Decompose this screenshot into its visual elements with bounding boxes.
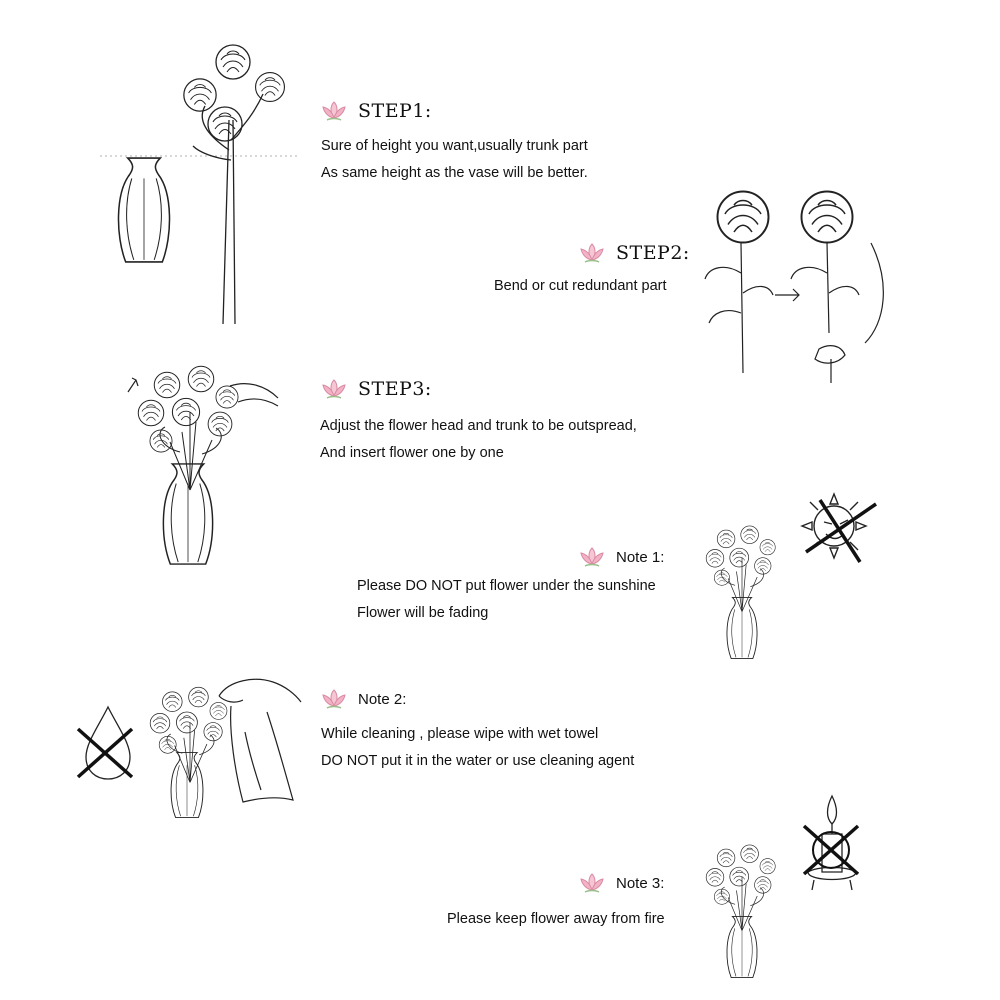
note2-illustration: [135, 672, 305, 822]
step1-heading: [320, 99, 432, 123]
note1-line-2: Flower will be fading: [357, 605, 489, 621]
note3-heading: [578, 871, 664, 895]
step3-title: STEP3:: [358, 378, 432, 400]
step1-illustration: [95, 40, 305, 330]
step2-title: STEP2:: [616, 242, 690, 264]
lotus-icon: [578, 871, 606, 895]
lotus-icon: [320, 377, 348, 401]
step3-heading: [320, 377, 432, 401]
step3-illustration: [118, 362, 283, 572]
note1-title: Note 1:: [616, 548, 665, 566]
cross-icon: [800, 496, 880, 566]
step1-line-1: Sure of height you want,usually trunk part: [321, 138, 588, 154]
step3-line-2: And insert flower one by one: [320, 445, 504, 461]
step3-line-1: Adjust the flower head and trunk to be outspread,: [320, 418, 637, 434]
step1-line-2: As same height as the vase will be better.: [321, 165, 588, 181]
step2-illustration: [695, 183, 895, 393]
note3-illustration: [692, 842, 792, 982]
note1-line-1: Please DO NOT put flower under the sunshine: [357, 578, 656, 594]
step1-title: STEP1:: [358, 100, 432, 122]
lotus-icon: [320, 687, 348, 711]
note3-line-1: Please keep flower away from fire: [447, 911, 665, 927]
note2-line-1: While cleaning , please wipe with wet towel: [321, 726, 599, 742]
cross-icon: [800, 822, 862, 878]
note1-heading: [578, 545, 664, 569]
lotus-icon: [578, 241, 606, 265]
note2-heading: [320, 687, 406, 711]
step2-line-1: Bend or cut redundant part: [494, 278, 667, 294]
note2-line-2: DO NOT put it in the water or use cleaning agent: [321, 753, 635, 769]
cross-icon: [74, 725, 136, 781]
step2-heading: [578, 241, 690, 265]
lotus-icon: [320, 99, 348, 123]
note1-illustration: [692, 523, 792, 663]
note2-title: Note 2:: [358, 690, 407, 708]
lotus-icon: [578, 545, 606, 569]
note3-title: Note 3:: [616, 874, 665, 892]
